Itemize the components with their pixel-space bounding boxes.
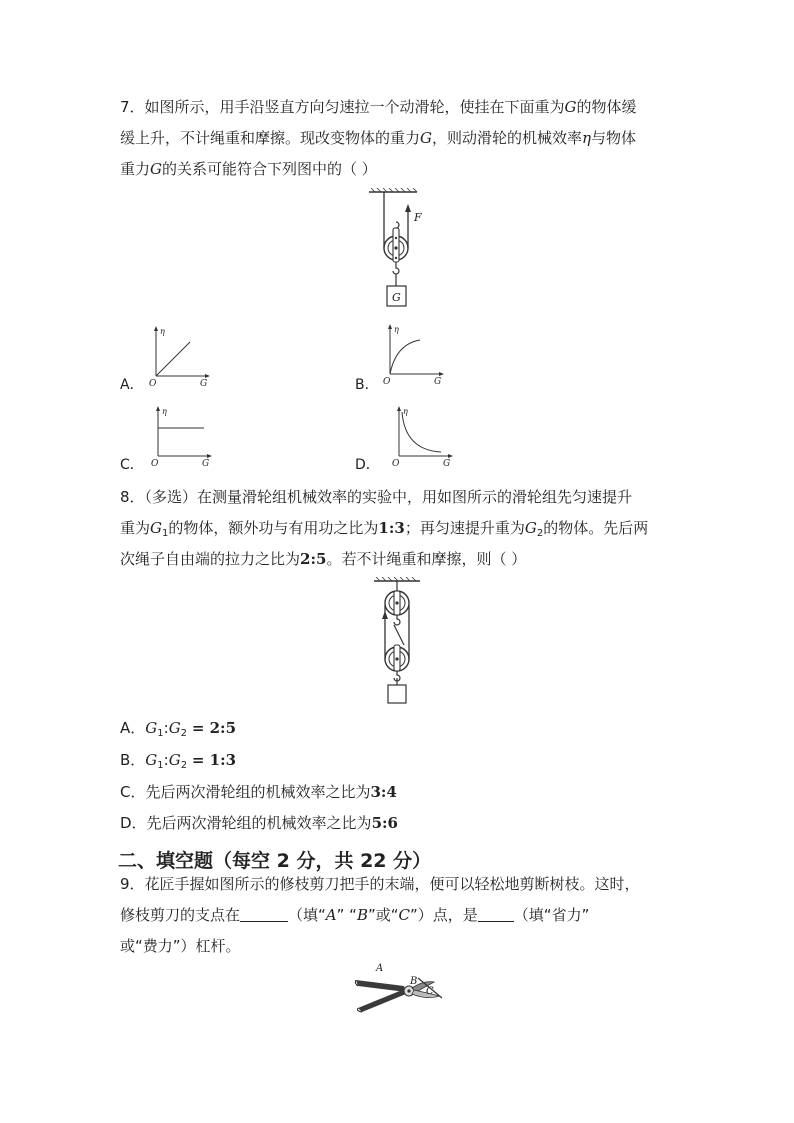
q8-option-c[interactable]: C．先后两次滑轮组的机械效率之比为3:4	[120, 783, 397, 801]
q7-option-b[interactable]: B．	[355, 377, 379, 393]
graph-b	[380, 320, 450, 388]
section-heading-fill-in: 二、填空题（每空 2 分，共 22 分）	[118, 850, 432, 872]
svg-text:G: G	[202, 459, 210, 469]
svg-text:η: η	[403, 407, 408, 416]
q7-option-a[interactable]: A．	[120, 377, 144, 393]
graph-a	[146, 322, 216, 390]
graph-d	[389, 402, 459, 470]
pulley-block-figure	[370, 577, 426, 707]
svg-text:G: G	[443, 459, 451, 469]
point-c-label: C	[426, 986, 434, 997]
svg-text:G: G	[434, 377, 442, 387]
weight-label: G	[392, 291, 401, 304]
q7-line-2: 缓上升，不计绳重和摩擦。现改变物体的重力G，则动滑轮的机械效率η与物体	[120, 129, 637, 147]
q9-line-3: 或“费力”）杠杆。	[120, 937, 241, 955]
svg-text:η: η	[394, 325, 399, 334]
q9-line-2: 修枝剪刀的支点在 （填“A” “B”或“C”）点，是 （填“省力”	[120, 906, 590, 924]
q7-option-c[interactable]: C．	[120, 457, 144, 473]
force-label: F	[414, 211, 422, 224]
svg-text:η: η	[162, 407, 167, 416]
q7-line-3: 重力G的关系可能符合下列图中的（ ）	[120, 160, 377, 178]
q9-line-1: 9．花匠手握如图所示的修枝剪刀把手的末端，便可以轻松地剪断树枝。这时，	[120, 875, 640, 893]
pruning-shears-figure	[352, 960, 444, 1016]
svg-text:O: O	[383, 377, 391, 387]
blank-fulcrum[interactable]	[240, 907, 288, 922]
svg-text:O: O	[392, 459, 400, 469]
svg-text:G: G	[200, 379, 208, 389]
q7-option-d[interactable]: D．	[355, 457, 380, 473]
svg-text:O: O	[149, 379, 157, 389]
blank-lever-type[interactable]	[478, 907, 514, 922]
graph-c	[148, 402, 218, 470]
q8-line-1: 8．（多选）在测量滑轮组机械效率的实验中，用如图所示的滑轮组先匀速提升	[120, 488, 633, 506]
q8-line-3: 次绳子自由端的拉力之比为2:5。若不计绳重和摩擦，则（ ）	[120, 550, 527, 568]
q7-line-1: 7．如图所示，用手沿竖直方向匀速拉一个动滑轮，使挂在下面重为G的物体缓	[120, 98, 637, 116]
svg-text:O: O	[151, 459, 159, 469]
q8-option-d[interactable]: D．先后两次滑轮组的机械效率之比为5:6	[120, 814, 398, 832]
q8-option-a[interactable]: A．$G_1:G_2$ = 2:5	[120, 719, 237, 739]
point-a-label: A	[376, 963, 384, 974]
movable-pulley-figure	[365, 188, 435, 312]
q8-line-2: 重为$G_1$的物体，额外功与有用功之比为1:3；再匀速提升重为$G_2$的物体。先后两	[120, 519, 649, 539]
q8-option-b[interactable]: B．$G_1:G_2$ = 1:3	[120, 751, 237, 771]
point-b-label: B	[410, 976, 418, 987]
svg-text:η: η	[160, 327, 165, 336]
